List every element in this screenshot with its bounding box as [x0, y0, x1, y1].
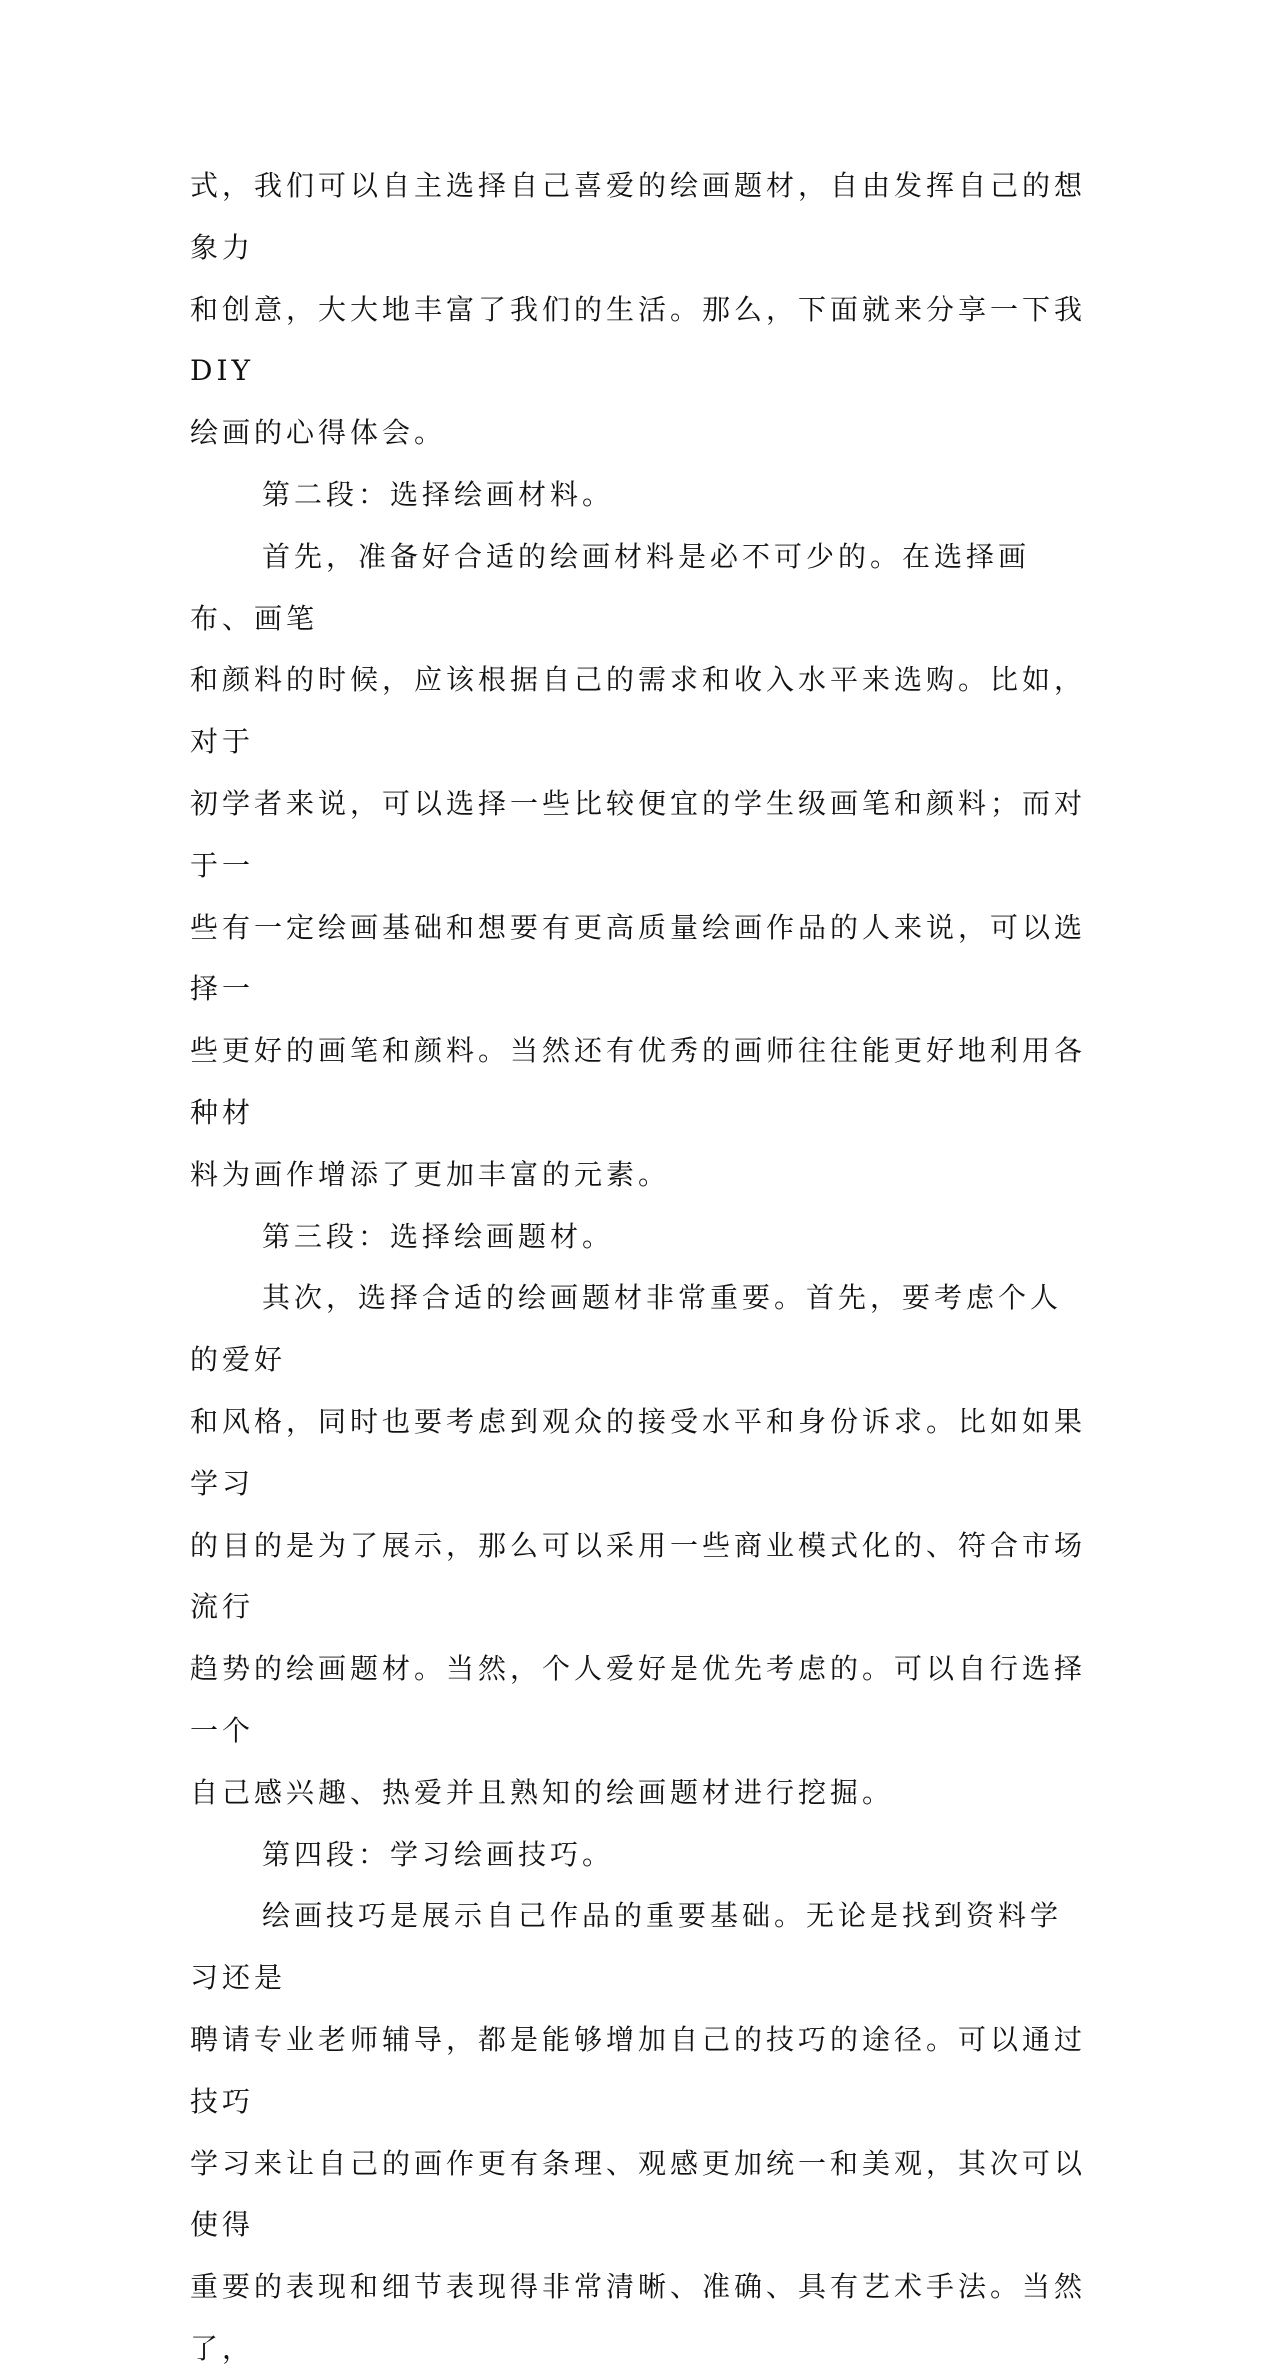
paragraph-subject — [190, 1267, 1090, 1823]
text-line: 初学者来说，可以选择一些比较便宜的学生级画笔和颜料；而对于一 — [190, 786, 1087, 882]
text-line: 绘画技巧是展示自己作品的重要基础。无论是找到资料学习还是 — [190, 1899, 1063, 1995]
section-heading-2 — [190, 464, 1090, 526]
document-body — [190, 155, 1090, 2380]
heading-text: 第四段：学习绘画技巧。 — [262, 1837, 615, 1871]
text-line: 和创意，大大地丰富了我们的生活。那么，下面就来分享一下我 DIY — [190, 292, 1087, 388]
text-line: 自己感兴趣、热爱并且熟知的绘画题材进行挖掘。 — [190, 1775, 895, 1809]
text-line: 首先，准备好合适的绘画材料是必不可少的。在选择画布、画笔 — [190, 539, 1031, 635]
text-line: 聘请专业老师辅导，都是能够增加自己的技巧的途径。可以通过技巧 — [190, 2022, 1087, 2118]
section-heading-3 — [190, 1206, 1090, 1268]
text-line: 学习来让自己的画作更有条理、观感更加统一和美观，其次可以使得 — [190, 2146, 1087, 2242]
text-line: 些有一定绘画基础和想要有更高质量绘画作品的人来说，可以选择一 — [190, 910, 1087, 1006]
paragraph-intro-continued — [190, 155, 1090, 464]
paragraph-materials — [190, 526, 1090, 1206]
text-line: 的目的是为了展示，那么可以采用一些商业模式化的、符合市场流行 — [190, 1528, 1087, 1624]
heading-text: 第三段：选择绘画题材。 — [262, 1219, 615, 1253]
section-heading-4 — [190, 1824, 1090, 1886]
text-line: 和风格，同时也要考虑到观众的接受水平和身份诉求。比如如果学习 — [190, 1404, 1087, 1500]
heading-text: 第二段：选择绘画材料。 — [262, 477, 615, 511]
text-line: 式，我们可以自主选择自己喜爱的绘画题材，自由发挥自己的想象力 — [190, 169, 1087, 264]
text-line: 重要的表现和细节表现得非常清晰、准确、具有艺术手法。当然了， — [190, 2270, 1087, 2365]
text-line: 其次，选择合适的绘画题材非常重要。首先，要考虑个人的爱好 — [190, 1281, 1063, 1377]
text-line: 和颜料的时候，应该根据自己的需求和收入水平来选购。比如，对于 — [190, 663, 1087, 759]
paragraph-techniques — [190, 1885, 1090, 2379]
text-line: 绘画的心得体会。 — [190, 416, 447, 450]
text-line: 些更好的画笔和颜料。当然还有优秀的画师往往能更好地利用各种材 — [190, 1034, 1087, 1129]
text-line: 料为画作增添了更加丰富的元素。 — [190, 1157, 671, 1191]
text-line: 趋势的绘画题材。当然，个人爱好是优先考虑的。可以自行选择一个 — [190, 1652, 1087, 1747]
